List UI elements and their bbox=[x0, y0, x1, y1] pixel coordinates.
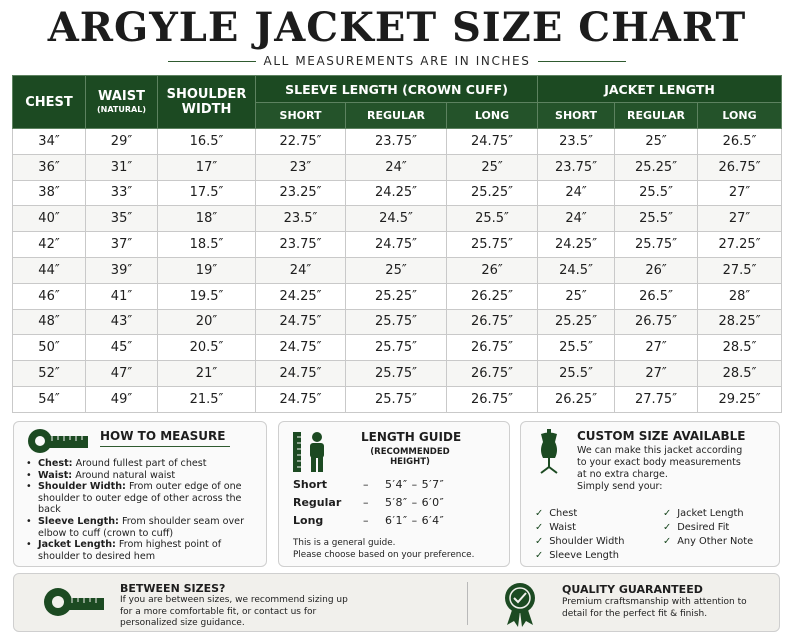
cell-jacket-short: 23.75″ bbox=[538, 154, 615, 180]
measuring-tape-icon bbox=[26, 428, 90, 454]
cell-jacket-short: 24.25″ bbox=[538, 232, 615, 258]
cell-shoulder: 18.5″ bbox=[158, 232, 256, 258]
measure-label: Waist: bbox=[38, 469, 73, 481]
list-item bbox=[24, 516, 264, 539]
checklist-item bbox=[535, 522, 576, 533]
cell-waist: 47″ bbox=[86, 361, 158, 387]
check-icon: ✓ bbox=[535, 522, 544, 533]
between-sizes-title: BETWEEN SIZES? bbox=[120, 582, 226, 595]
header-waist bbox=[86, 76, 158, 129]
cell-jacket-short: 26.25″ bbox=[538, 386, 615, 412]
cell-sleeve-short: 24.75″ bbox=[256, 386, 346, 412]
checklist-item bbox=[535, 508, 577, 519]
cell-waist: 49″ bbox=[86, 386, 158, 412]
cell-chest: 34″ bbox=[13, 129, 86, 155]
custom-size-description bbox=[577, 445, 767, 493]
cell-sleeve-long: 26.75″ bbox=[447, 335, 538, 361]
cell-sleeve-regular: 23.75″ bbox=[346, 129, 447, 155]
divider-line bbox=[168, 61, 256, 62]
cell-jacket-short: 25″ bbox=[538, 283, 615, 309]
list-item bbox=[24, 481, 264, 516]
cell-jacket-long: 29.25″ bbox=[698, 386, 782, 412]
cell-shoulder: 16.5″ bbox=[158, 129, 256, 155]
measure-text: From highest point of shoulder to desired hem bbox=[38, 539, 222, 562]
cell-sleeve-regular: 24″ bbox=[346, 154, 447, 180]
cell-jacket-regular: 26.75″ bbox=[615, 309, 698, 335]
length-guide-note-line: Please choose based on your preference. bbox=[293, 550, 475, 560]
length-range: 6′1″ – 6′4″ bbox=[385, 514, 445, 527]
cell-sleeve-short: 24.75″ bbox=[256, 309, 346, 335]
cell-sleeve-long: 25.25″ bbox=[447, 180, 538, 206]
cell-jacket-long: 26.75″ bbox=[698, 154, 782, 180]
header-sleeve-group: SLEEVE LENGTH (CROWN CUFF) bbox=[256, 76, 538, 103]
custom-size-desc-line: We can make this jacket according bbox=[577, 445, 743, 456]
cell-waist: 41″ bbox=[86, 283, 158, 309]
cell-sleeve-short: 22.75″ bbox=[256, 129, 346, 155]
cell-chest: 52″ bbox=[13, 361, 86, 387]
checklist-item bbox=[535, 550, 619, 561]
cell-sleeve-regular: 25.75″ bbox=[346, 386, 447, 412]
length-guide-panel bbox=[278, 421, 510, 567]
dress-form-icon bbox=[535, 428, 563, 474]
measure-label: Shoulder Width: bbox=[38, 481, 126, 493]
cell-chest: 54″ bbox=[13, 386, 86, 412]
measuring-tape-icon bbox=[42, 586, 106, 618]
bottom-info-bar bbox=[13, 573, 780, 632]
cell-jacket-long: 28.5″ bbox=[698, 361, 782, 387]
checklist-label: Desired Fit bbox=[677, 522, 730, 533]
cell-jacket-short: 25.5″ bbox=[538, 361, 615, 387]
person-with-ruler-icon bbox=[291, 430, 331, 474]
cell-shoulder: 19.5″ bbox=[158, 283, 256, 309]
cell-sleeve-regular: 24.5″ bbox=[346, 206, 447, 232]
custom-size-desc-line: at no extra charge. bbox=[577, 469, 668, 480]
cell-sleeve-long: 25.5″ bbox=[447, 206, 538, 232]
check-icon: ✓ bbox=[535, 508, 544, 519]
header-shoulder: SHOULDER WIDTH bbox=[158, 76, 256, 129]
length-dash: – bbox=[363, 478, 369, 491]
table-row bbox=[13, 257, 782, 283]
cell-jacket-long: 27.5″ bbox=[698, 257, 782, 283]
cell-sleeve-short: 24.25″ bbox=[256, 283, 346, 309]
checklist-item bbox=[663, 536, 753, 547]
length-dash: – bbox=[363, 496, 369, 509]
cell-jacket-long: 28.25″ bbox=[698, 309, 782, 335]
table-row bbox=[13, 206, 782, 232]
cell-sleeve-long: 26.75″ bbox=[447, 309, 538, 335]
cell-jacket-regular: 27″ bbox=[615, 335, 698, 361]
cell-chest: 42″ bbox=[13, 232, 86, 258]
cell-waist: 31″ bbox=[86, 154, 158, 180]
header-jacket-long: LONG bbox=[698, 103, 782, 129]
checklist-label: Jacket Length bbox=[677, 508, 744, 519]
length-guide-note bbox=[293, 537, 474, 561]
list-item bbox=[24, 470, 264, 482]
cell-sleeve-regular: 24.25″ bbox=[346, 180, 447, 206]
cell-jacket-short: 24″ bbox=[538, 206, 615, 232]
cell-sleeve-regular: 24.75″ bbox=[346, 232, 447, 258]
cell-jacket-long: 26.5″ bbox=[698, 129, 782, 155]
cell-sleeve-short: 24.75″ bbox=[256, 361, 346, 387]
page-subtitle: ALL MEASUREMENTS ARE IN INCHES bbox=[263, 54, 531, 68]
header-sleeve-short: SHORT bbox=[256, 103, 346, 129]
measure-text: From outer edge of one shoulder to outer edge of other across the back bbox=[38, 481, 242, 516]
cell-sleeve-regular: 25.75″ bbox=[346, 361, 447, 387]
list-item bbox=[24, 458, 264, 470]
cell-waist: 33″ bbox=[86, 180, 158, 206]
checklist-label: Sleeve Length bbox=[549, 550, 619, 561]
size-chart-table bbox=[12, 75, 782, 413]
header-sleeve-long: LONG bbox=[447, 103, 538, 129]
measure-text: Around fullest part of chest bbox=[72, 458, 207, 469]
measure-label: Chest: bbox=[38, 458, 73, 469]
cell-chest: 50″ bbox=[13, 335, 86, 361]
between-sizes-text: If you are between sizes, we recommend sizing up for a more comfortable fit, or contact us for personalized size guidance. bbox=[120, 595, 348, 628]
cell-sleeve-short: 23.75″ bbox=[256, 232, 346, 258]
cell-sleeve-long: 26.75″ bbox=[447, 361, 538, 387]
length-dash: – bbox=[363, 514, 369, 527]
cell-jacket-short: 23.5″ bbox=[538, 129, 615, 155]
cell-waist: 35″ bbox=[86, 206, 158, 232]
cell-jacket-short: 24″ bbox=[538, 180, 615, 206]
length-name: Short bbox=[293, 478, 327, 491]
quality-text: Premium craftsmanship with attention to detail for the perfect fit & finish. bbox=[562, 597, 747, 619]
list-item bbox=[24, 539, 264, 562]
title-underline bbox=[100, 446, 230, 447]
cell-sleeve-long: 24.75″ bbox=[447, 129, 538, 155]
cell-chest: 44″ bbox=[13, 257, 86, 283]
cell-jacket-short: 25.25″ bbox=[538, 309, 615, 335]
cell-sleeve-long: 25.75″ bbox=[447, 232, 538, 258]
header-jacket-short: SHORT bbox=[538, 103, 615, 129]
cell-jacket-long: 27″ bbox=[698, 206, 782, 232]
quality-title: QUALITY GUARANTEED bbox=[562, 583, 703, 596]
checklist-label: Waist bbox=[549, 522, 576, 533]
cell-shoulder: 19″ bbox=[158, 257, 256, 283]
cell-shoulder: 21.5″ bbox=[158, 386, 256, 412]
cell-sleeve-regular: 25″ bbox=[346, 257, 447, 283]
header-sleeve-regular: REGULAR bbox=[346, 103, 447, 129]
cell-sleeve-short: 24.75″ bbox=[256, 335, 346, 361]
checklist-item bbox=[663, 508, 744, 519]
measure-text: From shoulder seam over elbow to cuff (crown to cuff) bbox=[38, 515, 245, 539]
cell-sleeve-long: 26.75″ bbox=[447, 386, 538, 412]
cell-waist: 43″ bbox=[86, 309, 158, 335]
header-chest: CHEST bbox=[13, 76, 86, 129]
cell-jacket-long: 28.5″ bbox=[698, 335, 782, 361]
cell-sleeve-short: 23.5″ bbox=[256, 206, 346, 232]
how-to-measure-panel bbox=[13, 421, 267, 567]
cell-shoulder: 17″ bbox=[158, 154, 256, 180]
cell-sleeve-short: 24″ bbox=[256, 257, 346, 283]
cell-waist: 29″ bbox=[86, 129, 158, 155]
table-row bbox=[13, 361, 782, 387]
length-guide-subtitle: (RECOMMENDED HEIGHT) bbox=[370, 447, 450, 467]
award-ribbon-icon bbox=[502, 581, 538, 627]
length-range: 5′8″ – 6′0″ bbox=[385, 496, 445, 509]
cell-jacket-regular: 25.25″ bbox=[615, 154, 698, 180]
header-jacket-group: JACKET LENGTH bbox=[538, 76, 782, 103]
table-row bbox=[13, 129, 782, 155]
table-row bbox=[13, 335, 782, 361]
measure-text: Around natural waist bbox=[72, 469, 176, 481]
cell-chest: 38″ bbox=[13, 180, 86, 206]
length-name: Regular bbox=[293, 496, 342, 509]
vertical-divider bbox=[467, 582, 468, 625]
check-icon: ✓ bbox=[535, 550, 544, 561]
cell-sleeve-long: 25″ bbox=[447, 154, 538, 180]
cell-jacket-regular: 27.75″ bbox=[615, 386, 698, 412]
measure-label: Sleeve Length: bbox=[38, 515, 119, 527]
subtitle-row bbox=[168, 52, 626, 70]
cell-jacket-long: 27″ bbox=[698, 180, 782, 206]
checklist-item bbox=[663, 522, 729, 533]
cell-sleeve-short: 23.25″ bbox=[256, 180, 346, 206]
checklist-label: Chest bbox=[549, 508, 578, 519]
cell-waist: 45″ bbox=[86, 335, 158, 361]
length-guide-note-line: This is a general guide. bbox=[293, 538, 396, 548]
check-icon: ✓ bbox=[663, 508, 672, 519]
header-waist-note: (NATURAL) bbox=[97, 105, 146, 114]
custom-size-desc-line: Simply send your: bbox=[577, 481, 663, 492]
cell-jacket-regular: 25.5″ bbox=[615, 206, 698, 232]
cell-shoulder: 20″ bbox=[158, 309, 256, 335]
how-to-measure-list bbox=[24, 458, 264, 562]
size-chart-body bbox=[13, 129, 782, 413]
cell-sleeve-regular: 25.75″ bbox=[346, 335, 447, 361]
table-row bbox=[13, 154, 782, 180]
page-title: ARGYLE JACKET SIZE CHART bbox=[47, 4, 747, 51]
checklist-label: Any Other Note bbox=[677, 536, 754, 547]
cell-shoulder: 18″ bbox=[158, 206, 256, 232]
length-name: Long bbox=[293, 514, 324, 527]
cell-chest: 48″ bbox=[13, 309, 86, 335]
table-row bbox=[13, 180, 782, 206]
cell-shoulder: 21″ bbox=[158, 361, 256, 387]
cell-chest: 36″ bbox=[13, 154, 86, 180]
length-guide-title: LENGTH GUIDE bbox=[361, 430, 462, 444]
cell-jacket-regular: 26″ bbox=[615, 257, 698, 283]
cell-jacket-regular: 27″ bbox=[615, 361, 698, 387]
cell-shoulder: 20.5″ bbox=[158, 335, 256, 361]
cell-waist: 39″ bbox=[86, 257, 158, 283]
cell-jacket-regular: 26.5″ bbox=[615, 283, 698, 309]
check-icon: ✓ bbox=[535, 536, 544, 547]
cell-sleeve-long: 26.25″ bbox=[447, 283, 538, 309]
cell-waist: 37″ bbox=[86, 232, 158, 258]
cell-sleeve-short: 23″ bbox=[256, 154, 346, 180]
table-row bbox=[13, 386, 782, 412]
cell-sleeve-regular: 25.75″ bbox=[346, 309, 447, 335]
cell-chest: 40″ bbox=[13, 206, 86, 232]
cell-shoulder: 17.5″ bbox=[158, 180, 256, 206]
cell-jacket-regular: 25.75″ bbox=[615, 232, 698, 258]
check-icon: ✓ bbox=[663, 522, 672, 533]
cell-jacket-long: 27.25″ bbox=[698, 232, 782, 258]
cell-jacket-short: 24.5″ bbox=[538, 257, 615, 283]
header-waist-label: WAIST bbox=[98, 89, 145, 104]
cell-chest: 46″ bbox=[13, 283, 86, 309]
cell-jacket-regular: 25.5″ bbox=[615, 180, 698, 206]
cell-sleeve-long: 26″ bbox=[447, 257, 538, 283]
custom-size-desc-line: to your exact body measurements bbox=[577, 457, 741, 468]
checklist-label: Shoulder Width bbox=[549, 536, 625, 547]
table-row bbox=[13, 309, 782, 335]
checklist-item bbox=[535, 536, 624, 547]
divider-line bbox=[538, 61, 626, 62]
cell-jacket-long: 28″ bbox=[698, 283, 782, 309]
cell-sleeve-regular: 25.25″ bbox=[346, 283, 447, 309]
measure-label: Jacket Length: bbox=[38, 539, 116, 551]
table-row bbox=[13, 283, 782, 309]
table-row bbox=[13, 232, 782, 258]
check-icon: ✓ bbox=[663, 536, 672, 547]
header-jacket-regular: REGULAR bbox=[615, 103, 698, 129]
custom-size-title: CUSTOM SIZE AVAILABLE bbox=[577, 429, 746, 443]
custom-size-panel bbox=[520, 421, 780, 567]
how-to-measure-title: HOW TO MEASURE bbox=[100, 429, 226, 443]
length-range: 5′4″ – 5′7″ bbox=[385, 478, 445, 491]
cell-jacket-regular: 25″ bbox=[615, 129, 698, 155]
cell-jacket-short: 25.5″ bbox=[538, 335, 615, 361]
